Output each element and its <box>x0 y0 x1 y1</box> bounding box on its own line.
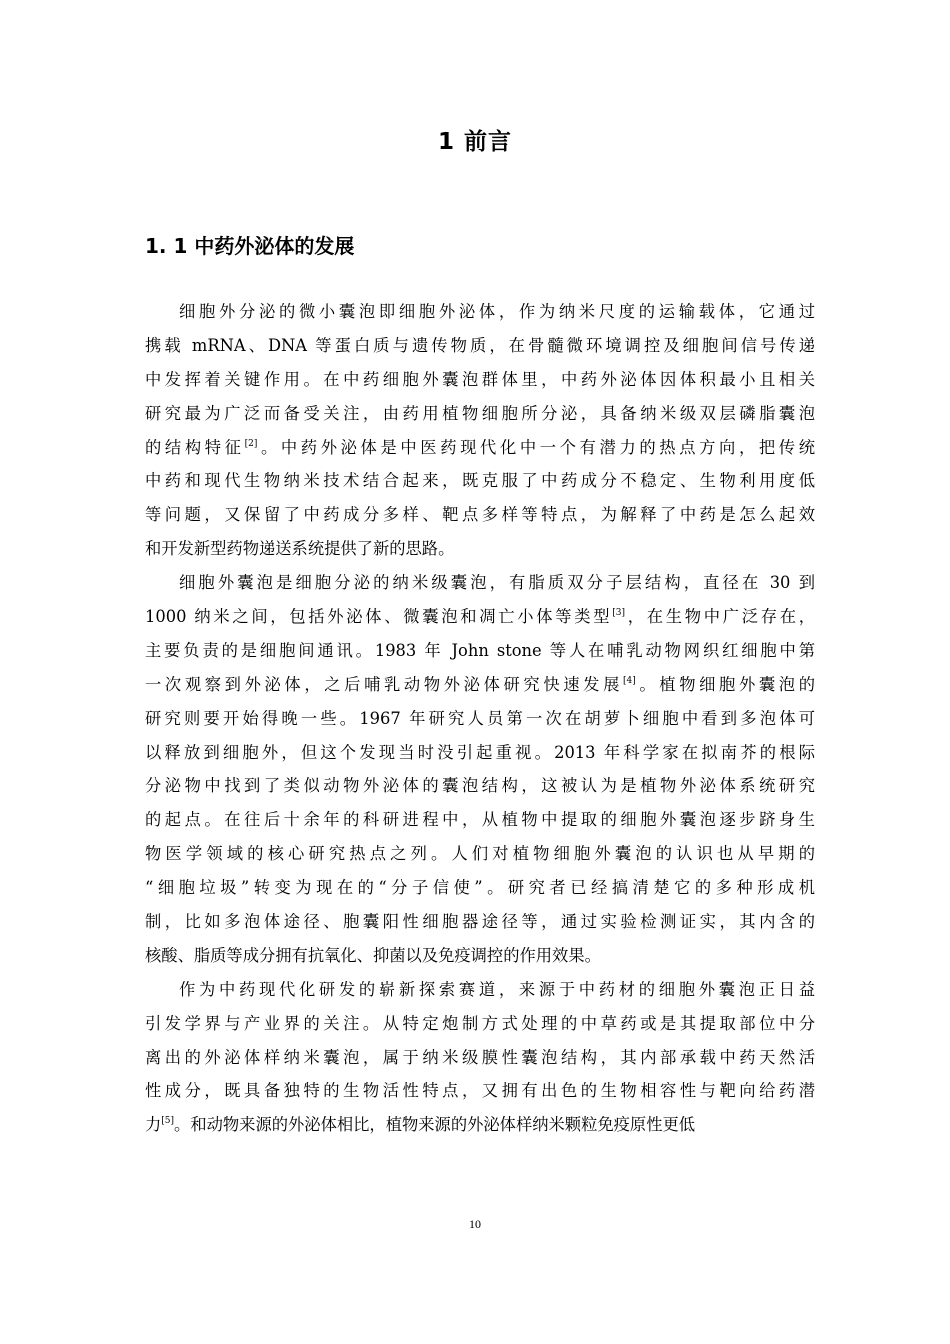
text-line <box>145 363 815 397</box>
citation-marker: [4] <box>622 675 636 686</box>
line-text: 核酸、脂质等成分拥有抗氧化、抑菌以及免疫调控的作用效果。 <box>145 945 601 965</box>
line-text: 以释放到细胞外，但这个发现当时没引起重视。2013 年科学家在拟南芥的根际 <box>145 742 815 762</box>
line-text: 性成分，既具备独特的生物活性特点，又拥有出色的生物相容性与靶向给药潜 <box>145 1081 815 1101</box>
line-text: 研究则要开始得晚一些。1967 年研究人员第一次在胡萝卜细胞中看到多泡体可 <box>145 708 815 728</box>
citation-marker: [5] <box>161 1116 175 1127</box>
line-text: 细胞外囊泡是细胞分泌的纳米级囊泡，有脂质双分子层结构，直径在 30 到 <box>179 573 815 593</box>
line-text: 分泌物中找到了类似动物外泌体的囊泡结构，这被认为是植物外泌体系统研究 <box>145 776 815 796</box>
line-text: 离出的外泌体样纳米囊泡，属于纳米级膜性囊泡结构，其内部承载中药天然活 <box>145 1047 815 1067</box>
text-line <box>145 871 815 905</box>
page-number: 10 <box>469 1217 481 1231</box>
line-text: 的结构特征 <box>145 437 245 457</box>
text-line <box>145 973 815 1007</box>
line-text: 一次观察到外泌体，之后哺乳动物外泌体研究快速发展 <box>145 674 623 694</box>
text-line <box>145 905 815 939</box>
text-line <box>145 431 815 465</box>
line-text: 携载 mRNA、DNA 等蛋白质与遗传物质，在骨髓微环境调控及细胞间信号传递 <box>145 335 815 355</box>
line-text: 主要负责的是细胞间通讯。1983 年 John stone 等人在哺乳动物网织红细胞中第 <box>145 640 815 660</box>
citation-marker: [3] <box>612 608 626 619</box>
line-text: 中药和现代生物纳米技术结合起来，既克服了中药成分不稳定、生物利用度低 <box>145 471 815 491</box>
line-text: 的起点。在往后十余年的科研进程中，从植物中提取的细胞外囊泡逐步跻身生 <box>145 810 815 830</box>
text-line <box>145 566 815 600</box>
text-line <box>145 1108 815 1142</box>
text-line <box>145 1007 815 1041</box>
text-line <box>145 1074 815 1108</box>
text-line <box>145 939 815 973</box>
text-line <box>145 668 815 702</box>
line-text-continued: 。中药外泌体是中医药现代化中一个有潜力的热点方向，把传统 <box>257 437 815 457</box>
text-line <box>145 295 815 329</box>
text-line <box>145 702 815 736</box>
line-text: 1000 纳米之间，包括外泌体、微囊泡和凋亡小体等类型 <box>145 607 613 627</box>
text-line <box>145 837 815 871</box>
text-line <box>145 1041 815 1075</box>
text-line <box>145 532 815 566</box>
text-line <box>145 634 815 668</box>
line-text: 等问题，又保留了中药成分多样、靶点多样等特点，为解释了中药是怎么起效 <box>145 505 815 525</box>
body-text <box>145 295 815 1142</box>
text-line <box>145 600 815 634</box>
line-text: 制，比如多泡体途径、胞囊阳性细胞器途径等，通过实验检测证实，其内含的 <box>145 912 815 932</box>
line-text: 物医学领域的核心研究热点之列。人们对植物细胞外囊泡的认识也从早期的 <box>145 844 815 864</box>
citation-marker: [2] <box>244 438 258 449</box>
text-line <box>145 464 815 498</box>
line-text: 和开发新型药物递送系统提供了新的思路。 <box>145 539 455 559</box>
text-line <box>145 397 815 431</box>
paragraph <box>145 973 815 1142</box>
line-text: 引发学界与产业界的关注。从特定炮制方式处理的中草药或是其提取部位中分 <box>145 1013 815 1033</box>
paragraph <box>145 295 815 566</box>
section-title: 1. 1 中药外泌体的发展 <box>145 234 355 258</box>
text-line <box>145 736 815 770</box>
line-text: “细胞垃圾”转变为现在的“分子信使”。研究者已经搞清楚它的多种形成机 <box>145 878 815 898</box>
line-text: 中发挥着关键作用。在中药细胞外囊泡群体里，中药外泌体因体积最小且相关 <box>145 369 815 389</box>
line-text: 作为中药现代化研发的崭新探索赛道，来源于中药材的细胞外囊泡正日益 <box>179 979 815 999</box>
text-line <box>145 329 815 363</box>
paragraph <box>145 566 815 973</box>
line-text: 力 <box>145 1115 162 1135</box>
line-text-continued: 。植物细胞外囊泡的 <box>635 674 815 694</box>
line-text: 研究最为广泛而备受关注，由药用植物细胞所分泌，具备纳米级双层磷脂囊泡 <box>145 403 815 423</box>
line-text: 细胞外分泌的微小囊泡即细胞外泌体，作为纳米尺度的运输载体，它通过 <box>179 302 815 321</box>
text-line <box>145 498 815 532</box>
text-line <box>145 769 815 803</box>
text-line <box>145 803 815 837</box>
line-text-continued: ，在生物中广泛存在， <box>625 607 815 627</box>
chapter-title: 1 前言 <box>437 129 512 155</box>
line-text-continued: 。和动物来源的外泌体相比，植物来源的外泌体样纳米颗粒免疫原性更低 <box>174 1115 696 1135</box>
